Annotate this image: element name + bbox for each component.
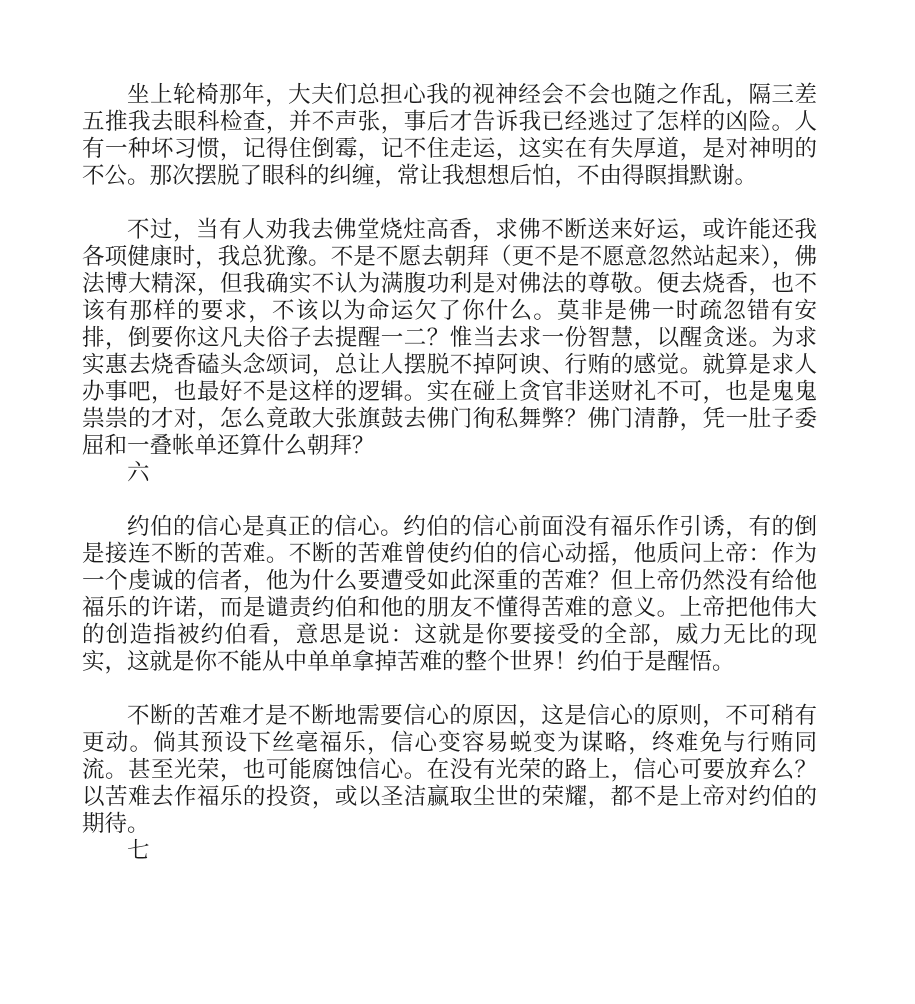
section-heading-seven: 七 xyxy=(127,838,150,864)
document-page xyxy=(82,82,817,865)
paragraph-wheelchair: 坐上轮椅那年，大夫们总担心我的视神经会不会也随之作乱，隔三差五推我去眼科检查，并不声张，事后才告诉我已经逃过了怎样的凶险。人有一种坏习惯，记得住倒霉，记不住走运，这实在有失厚道，是对神明的不公。那次摆脱了眼科的纠缠，常让我想想后怕，不由得瞑揖默谢。 xyxy=(82,82,817,189)
paragraph-job-faith: 约伯的信心是真正的信心。约伯的信心前面没有福乐作引诱，有的倒是接连不断的苦难。不断的苦难曾使约伯的信心动摇，他质问上帝：作为一个虔诚的信者，他为什么要遭受如此深重的苦难？但上帝仍然没有给他福乐的许诺，而是谴责约伯和他的朋友不懂得苦难的意义。上帝把他伟大的创造指被约伯看，意思是说：这就是你要接受的全部，威力无比的现实，这就是你不能从中单单拿掉苦难的整个世界！约伯于是醒悟。 xyxy=(82,514,817,675)
paragraph-suffering: 不断的苦难才是不断地需要信心的原因，这是信心的原则，不可稍有更动。倘其预设下丝毫福乐，信心变容易蜕变为谋略，终难免与行贿同流。甚至光荣，也可能腐蚀信心。在没有光荣的路上，信心可要放弃么？以苦难去作福乐的投资，或以圣洁赢取尘世的荣耀，都不是上帝对约伯的期待。 xyxy=(82,703,817,837)
paragraph-incense: 不过，当有人劝我去佛堂烧炷高香，求佛不断送来好运，或许能还我各项健康时，我总犹豫。不是不愿去朝拜（更不是不愿意忽然站起来），佛法博大精深，但我确实不认为满腹功利是对佛法的尊敬。便去烧香，也不该有那样的要求，不该以为命运欠了你什么。莫非是佛一时疏忽错有安排，倒要你这凡夫俗子去提醒一二？惟当去求一份智慧，以醒贪迷。为求实惠去烧香磕头念颂词，总让人摆脱不掉阿谀、行贿的感觉。就算是求人办事吧，也最好不是这样的逻辑。实在碰上贪官非送财礼不可，也是鬼鬼祟祟的才对，怎么竟敢大张旗鼓去佛门徇私舞弊？佛门清静，凭一肚子委屈和一叠帐单还算什么朝拜？ xyxy=(82,217,817,459)
section-heading-six: 六 xyxy=(127,460,150,486)
